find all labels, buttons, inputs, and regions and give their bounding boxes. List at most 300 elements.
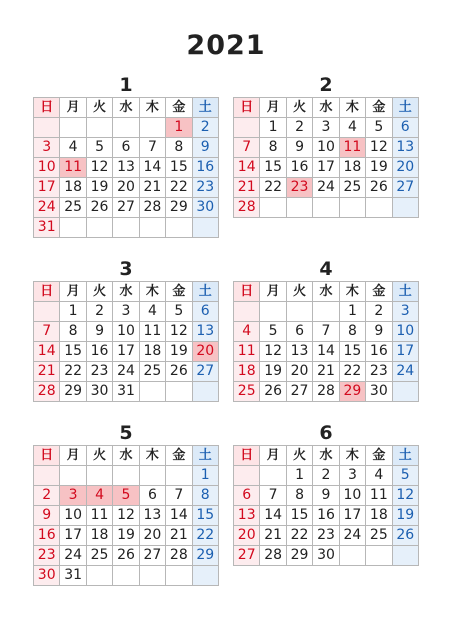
day-cell: 23 bbox=[192, 178, 218, 198]
day-cell: 5 bbox=[113, 486, 139, 506]
weekday-header: 土 bbox=[192, 446, 218, 466]
empty-cell bbox=[139, 382, 165, 402]
empty-cell bbox=[234, 466, 260, 486]
empty-cell bbox=[192, 218, 218, 238]
month-table bbox=[33, 445, 219, 586]
day-cell: 2 bbox=[286, 118, 312, 138]
empty-cell bbox=[192, 382, 218, 402]
day-cell: 5 bbox=[86, 138, 112, 158]
day-cell: 9 bbox=[366, 322, 392, 342]
weekday-header: 水 bbox=[113, 282, 139, 302]
empty-cell bbox=[286, 302, 312, 322]
day-cell: 28 bbox=[166, 546, 192, 566]
week-row bbox=[234, 322, 419, 342]
weekday-header: 木 bbox=[139, 98, 165, 118]
day-cell: 27 bbox=[286, 382, 312, 402]
weekday-header: 日 bbox=[34, 446, 60, 466]
day-cell: 16 bbox=[34, 526, 60, 546]
day-cell: 2 bbox=[192, 118, 218, 138]
weekday-header: 金 bbox=[166, 446, 192, 466]
week-row bbox=[34, 506, 219, 526]
day-cell: 22 bbox=[60, 362, 86, 382]
day-cell: 11 bbox=[366, 486, 392, 506]
day-cell: 11 bbox=[339, 138, 365, 158]
weekday-header: 月 bbox=[260, 282, 286, 302]
day-cell: 13 bbox=[286, 342, 312, 362]
weekday-header: 日 bbox=[34, 282, 60, 302]
week-row bbox=[34, 302, 219, 322]
week-row bbox=[234, 158, 419, 178]
day-cell: 30 bbox=[86, 382, 112, 402]
day-cell: 3 bbox=[60, 486, 86, 506]
day-cell: 10 bbox=[313, 138, 339, 158]
day-cell: 19 bbox=[86, 178, 112, 198]
day-cell: 3 bbox=[34, 138, 60, 158]
day-cell: 6 bbox=[234, 486, 260, 506]
day-cell: 29 bbox=[192, 546, 218, 566]
day-cell: 26 bbox=[113, 546, 139, 566]
empty-cell bbox=[113, 218, 139, 238]
weekday-header: 火 bbox=[86, 98, 112, 118]
day-cell: 30 bbox=[34, 566, 60, 586]
day-cell: 2 bbox=[86, 302, 112, 322]
weekday-header: 火 bbox=[86, 446, 112, 466]
week-row bbox=[34, 486, 219, 506]
day-cell: 27 bbox=[392, 178, 418, 198]
weekday-header: 水 bbox=[113, 98, 139, 118]
day-cell: 25 bbox=[366, 526, 392, 546]
day-cell: 18 bbox=[366, 506, 392, 526]
day-cell: 12 bbox=[86, 158, 112, 178]
day-cell: 10 bbox=[113, 322, 139, 342]
day-cell: 28 bbox=[313, 382, 339, 402]
day-cell: 26 bbox=[366, 178, 392, 198]
month-table bbox=[233, 97, 419, 218]
week-row bbox=[34, 138, 219, 158]
day-cell: 6 bbox=[286, 322, 312, 342]
day-cell: 29 bbox=[286, 546, 312, 566]
day-cell: 3 bbox=[113, 302, 139, 322]
day-cell: 22 bbox=[286, 526, 312, 546]
empty-cell bbox=[113, 566, 139, 586]
weekday-header: 木 bbox=[339, 446, 365, 466]
weekday-header: 火 bbox=[286, 282, 312, 302]
day-cell: 25 bbox=[339, 178, 365, 198]
week-row bbox=[234, 382, 419, 402]
month-title: 1 bbox=[119, 74, 133, 96]
empty-cell bbox=[366, 546, 392, 566]
month-calendar-1 bbox=[33, 75, 219, 238]
empty-cell bbox=[139, 118, 165, 138]
weekday-header: 水 bbox=[313, 446, 339, 466]
day-cell: 15 bbox=[166, 158, 192, 178]
week-row bbox=[34, 382, 219, 402]
day-cell: 22 bbox=[192, 526, 218, 546]
day-cell: 15 bbox=[192, 506, 218, 526]
day-cell: 27 bbox=[113, 198, 139, 218]
day-cell: 8 bbox=[60, 322, 86, 342]
day-cell: 21 bbox=[34, 362, 60, 382]
weekday-header: 水 bbox=[313, 282, 339, 302]
week-row bbox=[34, 362, 219, 382]
empty-cell bbox=[86, 218, 112, 238]
day-cell: 1 bbox=[260, 118, 286, 138]
day-cell: 20 bbox=[286, 362, 312, 382]
month-table bbox=[233, 281, 419, 402]
day-cell: 16 bbox=[286, 158, 312, 178]
week-row bbox=[34, 118, 219, 138]
week-row bbox=[234, 546, 419, 566]
weekday-header: 土 bbox=[392, 446, 418, 466]
day-cell: 3 bbox=[339, 466, 365, 486]
day-cell: 17 bbox=[60, 526, 86, 546]
day-cell: 27 bbox=[192, 362, 218, 382]
month-calendar-5 bbox=[33, 423, 219, 586]
day-cell: 14 bbox=[313, 342, 339, 362]
week-row bbox=[34, 198, 219, 218]
day-cell: 11 bbox=[234, 342, 260, 362]
day-cell: 23 bbox=[313, 526, 339, 546]
day-cell: 21 bbox=[139, 178, 165, 198]
day-cell: 31 bbox=[34, 218, 60, 238]
weekday-header: 日 bbox=[234, 282, 260, 302]
empty-cell bbox=[60, 466, 86, 486]
day-cell: 15 bbox=[60, 342, 86, 362]
day-cell: 20 bbox=[392, 158, 418, 178]
month-title: 4 bbox=[319, 258, 333, 280]
month-title: 6 bbox=[319, 422, 333, 444]
week-row bbox=[34, 342, 219, 362]
day-cell: 1 bbox=[339, 302, 365, 322]
weekday-header: 土 bbox=[192, 98, 218, 118]
day-cell: 29 bbox=[166, 198, 192, 218]
weekday-header: 日 bbox=[234, 98, 260, 118]
week-row bbox=[234, 118, 419, 138]
weekday-header: 水 bbox=[113, 446, 139, 466]
weekday-header: 月 bbox=[60, 446, 86, 466]
day-cell: 13 bbox=[139, 506, 165, 526]
empty-cell bbox=[139, 566, 165, 586]
day-cell: 18 bbox=[234, 362, 260, 382]
weekday-header: 金 bbox=[366, 446, 392, 466]
day-cell: 6 bbox=[192, 302, 218, 322]
day-cell: 12 bbox=[366, 138, 392, 158]
month-calendar-6 bbox=[233, 423, 419, 566]
week-row bbox=[34, 466, 219, 486]
day-cell: 3 bbox=[392, 302, 418, 322]
day-cell: 21 bbox=[260, 526, 286, 546]
weekday-header: 木 bbox=[139, 282, 165, 302]
day-cell: 5 bbox=[366, 118, 392, 138]
day-cell: 13 bbox=[392, 138, 418, 158]
weekday-header: 金 bbox=[166, 282, 192, 302]
day-cell: 2 bbox=[34, 486, 60, 506]
empty-cell bbox=[339, 198, 365, 218]
week-row bbox=[34, 566, 219, 586]
empty-cell bbox=[139, 466, 165, 486]
week-row bbox=[234, 342, 419, 362]
empty-cell bbox=[34, 466, 60, 486]
day-cell: 20 bbox=[192, 342, 218, 362]
empty-cell bbox=[260, 302, 286, 322]
empty-cell bbox=[139, 218, 165, 238]
month-calendar-2 bbox=[233, 75, 419, 218]
day-cell: 17 bbox=[339, 506, 365, 526]
empty-cell bbox=[166, 566, 192, 586]
day-cell: 27 bbox=[139, 546, 165, 566]
empty-cell bbox=[192, 566, 218, 586]
day-cell: 4 bbox=[86, 486, 112, 506]
day-cell: 7 bbox=[313, 322, 339, 342]
day-cell: 15 bbox=[260, 158, 286, 178]
day-cell: 21 bbox=[234, 178, 260, 198]
month-calendar-3 bbox=[33, 259, 219, 402]
day-cell: 19 bbox=[260, 362, 286, 382]
day-cell: 23 bbox=[366, 362, 392, 382]
empty-cell bbox=[166, 466, 192, 486]
day-cell: 14 bbox=[234, 158, 260, 178]
weekday-header: 木 bbox=[339, 282, 365, 302]
day-cell: 27 bbox=[234, 546, 260, 566]
week-row bbox=[34, 526, 219, 546]
weekday-header: 水 bbox=[313, 98, 339, 118]
empty-cell bbox=[166, 218, 192, 238]
day-cell: 11 bbox=[86, 506, 112, 526]
empty-cell bbox=[260, 466, 286, 486]
day-cell: 6 bbox=[392, 118, 418, 138]
day-cell: 18 bbox=[60, 178, 86, 198]
day-cell: 8 bbox=[260, 138, 286, 158]
day-cell: 10 bbox=[339, 486, 365, 506]
empty-cell bbox=[234, 302, 260, 322]
month-title: 2 bbox=[319, 74, 333, 96]
week-row bbox=[234, 506, 419, 526]
day-cell: 30 bbox=[313, 546, 339, 566]
week-row bbox=[234, 198, 419, 218]
day-cell: 4 bbox=[234, 322, 260, 342]
day-cell: 9 bbox=[192, 138, 218, 158]
day-cell: 26 bbox=[392, 526, 418, 546]
empty-cell bbox=[166, 382, 192, 402]
day-cell: 24 bbox=[392, 362, 418, 382]
weekday-header: 月 bbox=[60, 98, 86, 118]
day-cell: 1 bbox=[192, 466, 218, 486]
day-cell: 15 bbox=[339, 342, 365, 362]
empty-cell bbox=[60, 118, 86, 138]
day-cell: 20 bbox=[139, 526, 165, 546]
day-cell: 7 bbox=[234, 138, 260, 158]
day-cell: 7 bbox=[260, 486, 286, 506]
empty-cell bbox=[86, 466, 112, 486]
day-cell: 7 bbox=[139, 138, 165, 158]
day-cell: 5 bbox=[260, 322, 286, 342]
empty-cell bbox=[113, 118, 139, 138]
month-title: 5 bbox=[119, 422, 133, 444]
weekday-header: 月 bbox=[60, 282, 86, 302]
week-row bbox=[34, 158, 219, 178]
day-cell: 12 bbox=[392, 486, 418, 506]
week-row bbox=[234, 138, 419, 158]
day-cell: 26 bbox=[166, 362, 192, 382]
day-cell: 18 bbox=[339, 158, 365, 178]
day-cell: 14 bbox=[139, 158, 165, 178]
day-cell: 16 bbox=[313, 506, 339, 526]
day-cell: 29 bbox=[339, 382, 365, 402]
day-cell: 24 bbox=[313, 178, 339, 198]
empty-cell bbox=[392, 382, 418, 402]
day-cell: 12 bbox=[166, 322, 192, 342]
day-cell: 11 bbox=[139, 322, 165, 342]
weekday-header: 金 bbox=[366, 98, 392, 118]
day-cell: 7 bbox=[166, 486, 192, 506]
day-cell: 8 bbox=[339, 322, 365, 342]
week-row bbox=[234, 466, 419, 486]
day-cell: 12 bbox=[113, 506, 139, 526]
day-cell: 19 bbox=[113, 526, 139, 546]
week-row bbox=[234, 526, 419, 546]
weekday-header: 土 bbox=[392, 282, 418, 302]
day-cell: 19 bbox=[366, 158, 392, 178]
day-cell: 8 bbox=[192, 486, 218, 506]
day-cell: 25 bbox=[60, 198, 86, 218]
weekday-header: 木 bbox=[339, 98, 365, 118]
week-row bbox=[34, 218, 219, 238]
day-cell: 17 bbox=[113, 342, 139, 362]
empty-cell bbox=[34, 118, 60, 138]
day-cell: 21 bbox=[313, 362, 339, 382]
day-cell: 19 bbox=[392, 506, 418, 526]
day-cell: 26 bbox=[86, 198, 112, 218]
day-cell: 10 bbox=[34, 158, 60, 178]
empty-cell bbox=[392, 198, 418, 218]
month-calendar-4 bbox=[233, 259, 419, 402]
empty-cell bbox=[86, 118, 112, 138]
day-cell: 28 bbox=[34, 382, 60, 402]
empty-cell bbox=[313, 302, 339, 322]
month-table bbox=[33, 97, 219, 238]
day-cell: 12 bbox=[260, 342, 286, 362]
empty-cell bbox=[60, 218, 86, 238]
day-cell: 13 bbox=[192, 322, 218, 342]
week-row bbox=[34, 546, 219, 566]
day-cell: 7 bbox=[34, 322, 60, 342]
week-row bbox=[234, 486, 419, 506]
empty-cell bbox=[392, 546, 418, 566]
day-cell: 28 bbox=[234, 198, 260, 218]
empty-cell bbox=[366, 198, 392, 218]
day-cell: 1 bbox=[166, 118, 192, 138]
empty-cell bbox=[113, 466, 139, 486]
week-row bbox=[234, 362, 419, 382]
weekday-header: 金 bbox=[366, 282, 392, 302]
empty-cell bbox=[313, 198, 339, 218]
day-cell: 29 bbox=[60, 382, 86, 402]
day-cell: 25 bbox=[234, 382, 260, 402]
day-cell: 24 bbox=[113, 362, 139, 382]
day-cell: 30 bbox=[192, 198, 218, 218]
day-cell: 4 bbox=[139, 302, 165, 322]
week-row bbox=[34, 178, 219, 198]
day-cell: 22 bbox=[166, 178, 192, 198]
month-title: 3 bbox=[119, 258, 133, 280]
day-cell: 17 bbox=[34, 178, 60, 198]
day-cell: 19 bbox=[166, 342, 192, 362]
day-cell: 13 bbox=[113, 158, 139, 178]
day-cell: 10 bbox=[392, 322, 418, 342]
day-cell: 17 bbox=[313, 158, 339, 178]
day-cell: 5 bbox=[166, 302, 192, 322]
weekday-header: 日 bbox=[234, 446, 260, 466]
day-cell: 24 bbox=[60, 546, 86, 566]
day-cell: 8 bbox=[286, 486, 312, 506]
day-cell: 2 bbox=[313, 466, 339, 486]
day-cell: 21 bbox=[166, 526, 192, 546]
day-cell: 16 bbox=[192, 158, 218, 178]
day-cell: 25 bbox=[86, 546, 112, 566]
day-cell: 14 bbox=[166, 506, 192, 526]
weekday-header: 火 bbox=[86, 282, 112, 302]
weekday-header: 月 bbox=[260, 98, 286, 118]
empty-cell bbox=[34, 302, 60, 322]
day-cell: 17 bbox=[392, 342, 418, 362]
day-cell: 6 bbox=[139, 486, 165, 506]
day-cell: 9 bbox=[286, 138, 312, 158]
weekday-header: 土 bbox=[192, 282, 218, 302]
empty-cell bbox=[339, 546, 365, 566]
day-cell: 23 bbox=[286, 178, 312, 198]
day-cell: 9 bbox=[34, 506, 60, 526]
day-cell: 23 bbox=[86, 362, 112, 382]
day-cell: 20 bbox=[234, 526, 260, 546]
day-cell: 20 bbox=[113, 178, 139, 198]
day-cell: 14 bbox=[260, 506, 286, 526]
weekday-header: 火 bbox=[286, 446, 312, 466]
week-row bbox=[234, 178, 419, 198]
day-cell: 8 bbox=[166, 138, 192, 158]
empty-cell bbox=[234, 118, 260, 138]
day-cell: 15 bbox=[286, 506, 312, 526]
day-cell: 24 bbox=[339, 526, 365, 546]
weekday-header: 月 bbox=[260, 446, 286, 466]
day-cell: 25 bbox=[139, 362, 165, 382]
day-cell: 13 bbox=[234, 506, 260, 526]
empty-cell bbox=[260, 198, 286, 218]
day-cell: 28 bbox=[139, 198, 165, 218]
day-cell: 4 bbox=[339, 118, 365, 138]
day-cell: 31 bbox=[113, 382, 139, 402]
day-cell: 31 bbox=[60, 566, 86, 586]
day-cell: 23 bbox=[34, 546, 60, 566]
day-cell: 1 bbox=[286, 466, 312, 486]
weekday-header: 日 bbox=[34, 98, 60, 118]
weekday-header: 火 bbox=[286, 98, 312, 118]
day-cell: 5 bbox=[392, 466, 418, 486]
day-cell: 16 bbox=[366, 342, 392, 362]
empty-cell bbox=[286, 198, 312, 218]
day-cell: 9 bbox=[313, 486, 339, 506]
day-cell: 3 bbox=[313, 118, 339, 138]
day-cell: 28 bbox=[260, 546, 286, 566]
week-row bbox=[234, 302, 419, 322]
day-cell: 22 bbox=[260, 178, 286, 198]
day-cell: 10 bbox=[60, 506, 86, 526]
day-cell: 9 bbox=[86, 322, 112, 342]
day-cell: 18 bbox=[86, 526, 112, 546]
day-cell: 18 bbox=[139, 342, 165, 362]
day-cell: 22 bbox=[339, 362, 365, 382]
day-cell: 6 bbox=[113, 138, 139, 158]
year-title: 2021 bbox=[186, 30, 266, 61]
